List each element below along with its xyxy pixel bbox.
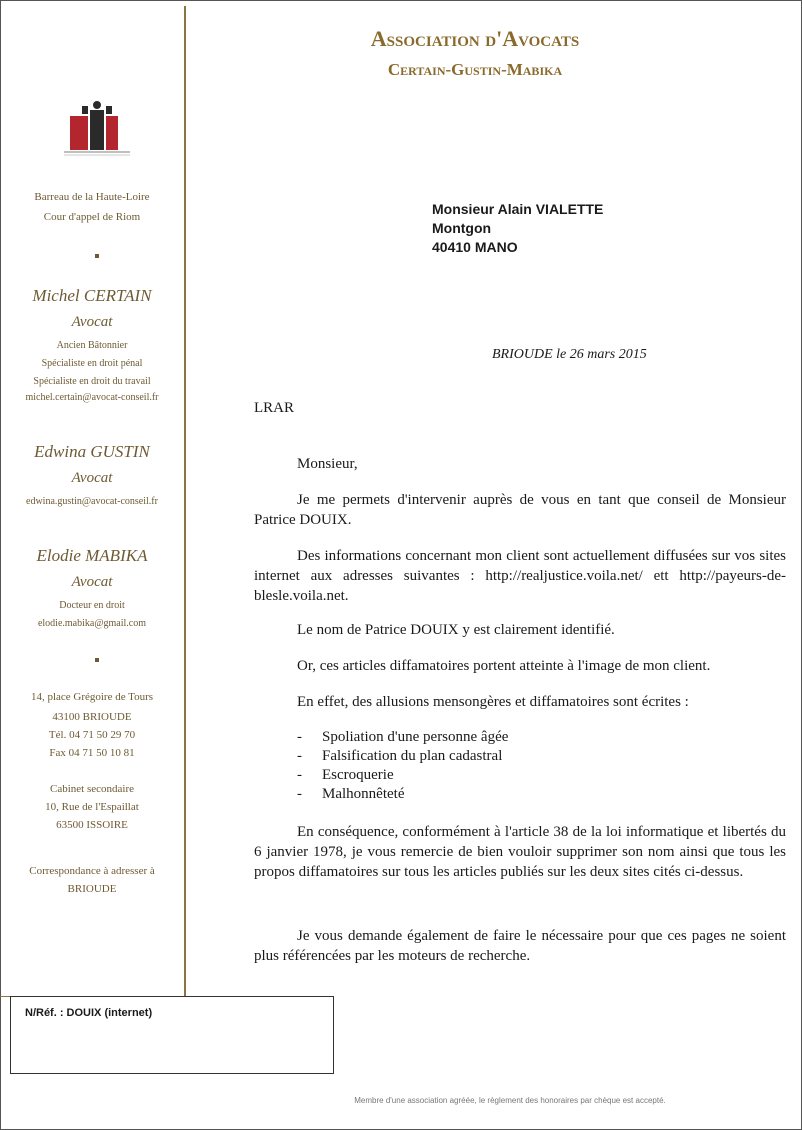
date-line: BRIOUDE le 26 mars 2015 <box>492 347 647 362</box>
association-title: Association d'Avocats <box>370 26 580 51</box>
bullet-item: Falsification du plan cadastral <box>322 748 503 764</box>
paragraph: En effet, des allusions mensongères et diffamatoires sont écrites : <box>297 694 689 710</box>
paragraph: Des informations concernant mon client sont actuellement diffusées sur vos sites internet aux adresses suivantes : http://realjustice.voila.net/ ett http://payeurs-de-blesle.voila.net. <box>254 548 786 604</box>
secondary-office-line: 63500 ISSOIRE <box>56 819 128 831</box>
recipient-name: Monsieur Alain VIALETTE <box>432 201 604 217</box>
lawyer-name: Edwina GUSTIN <box>34 442 150 461</box>
bullet-item: Spoliation d'une personne âgée <box>322 729 509 745</box>
paragraph: En conséquence, conformément à l'article 38 de la loi informatique et libertés du 6 janvier 1978, je vous remercie de bien vouloir supprimer son nom ainsi que tous les propos diffamatoires sur tous les articles publiés sur les deux sites cités ci-dessus. <box>254 824 786 880</box>
correspondence-line: BRIOUDE <box>67 883 117 895</box>
correspondence-line: Correspondance à adresser à <box>29 865 155 877</box>
firm-name: Certain-Gustin-Mabika <box>387 60 563 79</box>
lawyer-detail: Docteur en droit <box>59 600 125 611</box>
lawyer-name: Michel CERTAIN <box>32 286 152 305</box>
bar-line-2: Cour d'appel de Riom <box>43 211 141 223</box>
lawyer-email: edwina.gustin@avocat-conseil.fr <box>26 496 158 507</box>
lawyer-email: elodie.mabika@gmail.com <box>37 618 147 629</box>
reference-box <box>10 996 334 1074</box>
paragraph: Je vous demande également de faire le nécessaire pour que ces pages ne soient plus référencées par les moteurs de recherche. <box>254 928 786 964</box>
firm-logo-icon <box>62 100 132 160</box>
lawyer-role: Avocat <box>71 470 113 486</box>
lawyer-role: Avocat <box>71 314 113 330</box>
lawyer-detail: Ancien Bâtonnier <box>56 340 128 351</box>
sidebar-divider <box>184 6 186 1006</box>
lawyer-detail: Spécialiste en droit pénal <box>41 358 143 369</box>
fax-line: Fax 04 71 50 10 81 <box>49 747 135 759</box>
address-line: 43100 BRIOUDE <box>52 711 132 723</box>
paragraph: Je me permets d'intervenir auprès de vous en tant que conseil de Monsieur Patrice DOUIX. <box>254 492 786 528</box>
bullet-item: Malhonnêteté <box>322 786 405 802</box>
reference-text: N/Réf. : DOUIX (internet) <box>25 1007 153 1019</box>
footer-note: Membre d'une association agréée, le règlement des honoraires par chèque est accepté. <box>354 1096 666 1105</box>
separator-dot <box>95 658 99 662</box>
recipient-postcode: 40410 MANO <box>432 239 518 255</box>
phone-line: Tél. 04 71 50 29 70 <box>48 729 136 741</box>
lawyer-name: Elodie MABIKA <box>36 546 148 565</box>
separator-dot <box>95 254 99 258</box>
secondary-office-line: Cabinet secondaire <box>50 783 134 795</box>
lrar-mention: LRAR <box>254 400 295 416</box>
lawyer-email: michel.certain@avocat-conseil.fr <box>25 392 159 403</box>
bullet-item: Escroquerie <box>322 767 394 783</box>
paragraph: Le nom de Patrice DOUIX y est clairement identifié. <box>297 622 615 638</box>
secondary-office-line: 10, Rue de l'Espaillat <box>45 801 139 813</box>
paragraph: Or, ces articles diffamatoires portent atteinte à l'image de mon client. <box>297 658 711 674</box>
lawyer-role: Avocat <box>71 574 113 590</box>
bar-line-1: Barreau de la Haute-Loire <box>34 191 150 203</box>
recipient-town: Montgon <box>432 220 492 236</box>
bullet-dash: - <box>297 729 302 745</box>
lawyer-detail: Spécialiste en droit du travail <box>33 376 151 387</box>
address-line: 14, place Grégoire de Tours <box>30 691 154 703</box>
salutation: Monsieur, <box>297 456 358 472</box>
bullet-dash: - <box>297 786 302 802</box>
bullet-dash: - <box>297 748 302 764</box>
bullet-dash: - <box>297 767 302 783</box>
